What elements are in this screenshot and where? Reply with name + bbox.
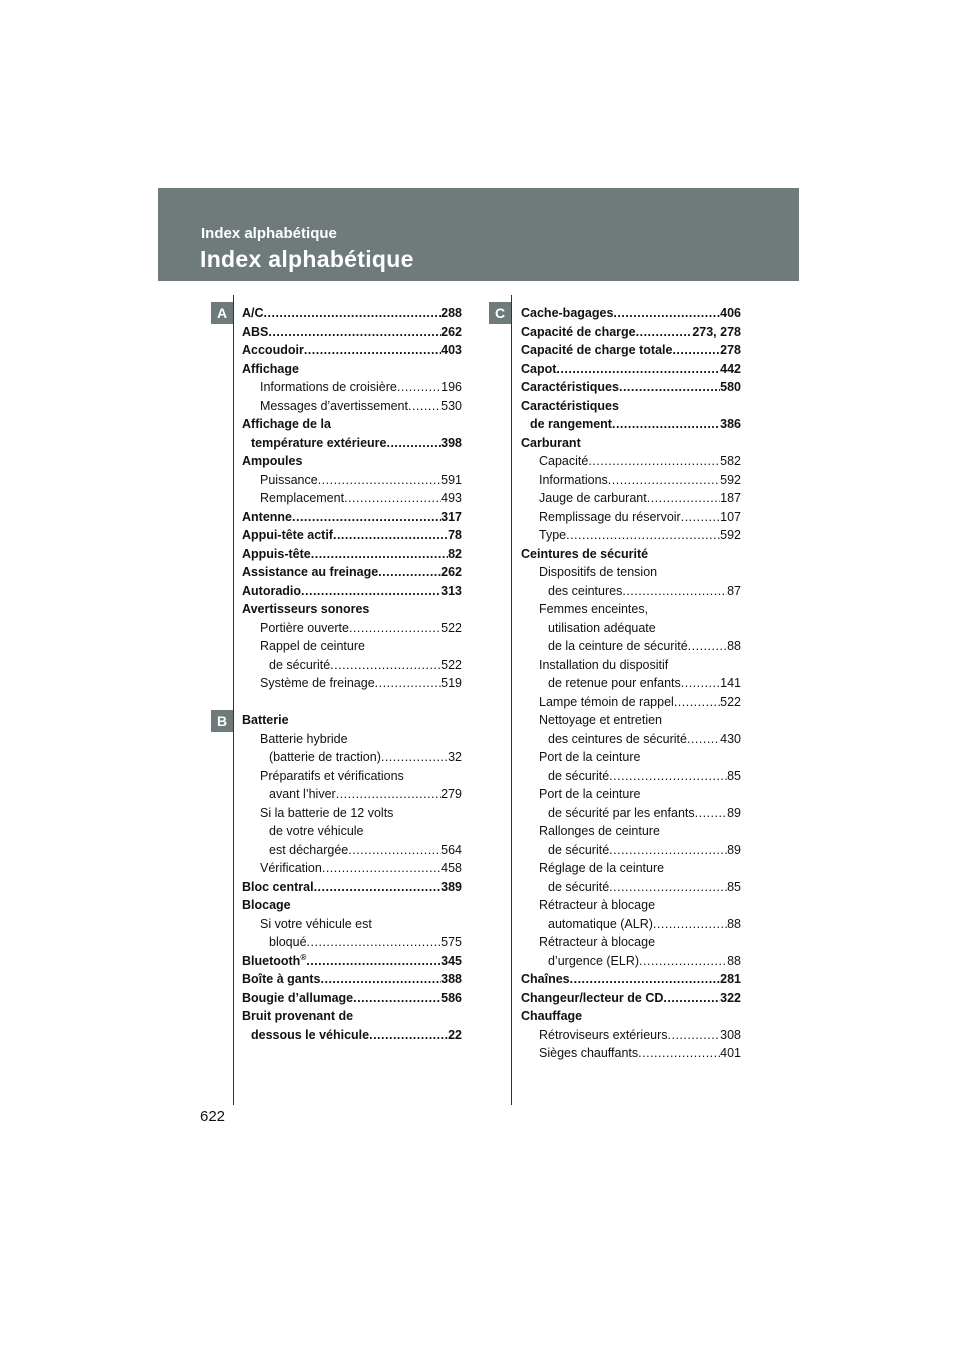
index-entry-term: automatique (ALR) — [548, 916, 653, 931]
index-entry-term: de sécurité — [269, 657, 331, 672]
index-entry — [242, 804, 462, 823]
index-entry — [242, 1026, 462, 1045]
dot-leader — [369, 1026, 448, 1045]
index-entry-term: des ceintures de sécurité — [548, 731, 687, 746]
index-entry — [521, 748, 741, 767]
index-entry-term: Nettoyage et entretien — [539, 713, 662, 727]
index-entry-page: 398 — [441, 435, 462, 450]
index-entry-page: 89 — [727, 842, 741, 857]
index-entry-term: Femmes enceintes, — [539, 602, 649, 616]
index-entry — [242, 878, 462, 897]
index-entry-page: 401 — [720, 1046, 741, 1060]
dot-leader — [653, 915, 727, 934]
index-entry — [242, 526, 462, 545]
index-entry-page: 592 — [720, 472, 741, 487]
index-entry-term: Bloc central — [242, 879, 314, 894]
header-title: Index alphabétique — [200, 246, 414, 272]
index-entry — [521, 378, 741, 397]
index-entry-page: 281 — [720, 972, 741, 986]
column-divider-left — [233, 295, 234, 1105]
index-entry-page: 564 — [441, 842, 462, 857]
index-entry-term: Puissance — [260, 472, 318, 487]
index-entry-term: Avertisseurs sonores — [242, 602, 370, 616]
dot-leader — [378, 563, 441, 582]
index-entry-page: 85 — [727, 768, 741, 783]
index-entry-term: Chauffage — [521, 1009, 583, 1023]
index-entry — [521, 1026, 741, 1045]
index-column-right — [521, 304, 741, 1063]
dot-leader — [318, 471, 441, 490]
dot-leader — [292, 508, 441, 527]
dot-leader — [301, 582, 441, 601]
index-entry-term: Rétracteur à blocage — [539, 935, 656, 949]
index-entry-page: 522 — [441, 657, 462, 672]
index-entry — [242, 378, 462, 397]
index-entry-term: de sécurité — [548, 842, 610, 857]
index-entry-term: Autoradio — [242, 583, 302, 598]
index-entry-page: 288 — [441, 306, 462, 320]
page-header — [158, 188, 799, 281]
column-divider-right — [511, 295, 512, 1105]
index-entry-term: Informations — [539, 472, 608, 487]
index-entry-page: 530 — [441, 398, 462, 413]
index-entry — [521, 582, 741, 601]
index-entry — [521, 600, 741, 619]
index-entry — [521, 970, 741, 989]
index-entry-term: Blocage — [242, 898, 291, 912]
index-entry-page: 430 — [720, 731, 741, 746]
index-entry — [242, 859, 462, 878]
index-entry-term: Cache-bagages — [521, 306, 614, 320]
index-entry-page: 493 — [441, 491, 462, 505]
dot-leader — [566, 526, 720, 545]
index-entry — [242, 452, 462, 471]
index-entry-page: 586 — [441, 990, 462, 1005]
dot-leader — [609, 841, 727, 860]
dot-leader — [588, 452, 720, 471]
index-entry-term: Capacité de charge — [521, 324, 636, 339]
index-entry — [242, 656, 462, 675]
index-entry — [242, 508, 462, 527]
dot-leader — [349, 619, 441, 638]
index-entry-term: de retenue pour enfants — [548, 676, 681, 690]
index-entry — [521, 896, 741, 915]
index-entry-term: Portière ouverte — [260, 620, 349, 635]
index-entry-term: bloqué — [269, 935, 307, 949]
section-letter-b: B — [211, 710, 233, 732]
index-entry-term: Remplacement — [260, 491, 345, 505]
index-entry — [242, 693, 462, 712]
index-entry — [521, 656, 741, 675]
dot-leader — [306, 952, 441, 971]
index-entry — [521, 563, 741, 582]
index-entry-term: Port de la ceinture — [539, 750, 641, 764]
index-entry-page: 78 — [448, 528, 462, 542]
index-entry-term: de la ceinture de sécurité — [548, 639, 688, 653]
index-entry — [521, 989, 741, 1008]
index-entry — [521, 822, 741, 841]
dot-leader — [348, 841, 441, 860]
dot-leader — [336, 785, 441, 804]
index-entry — [242, 563, 462, 582]
index-entry-term: de sécurité — [548, 879, 610, 894]
dot-leader — [636, 323, 693, 342]
dot-leader — [638, 1044, 720, 1063]
index-entry-term: Rétroviseurs extérieurs — [539, 1027, 668, 1042]
index-entry-page: 196 — [441, 380, 462, 394]
index-entry — [242, 748, 462, 767]
index-entry — [521, 360, 741, 379]
index-entry-term: des ceintures — [548, 583, 623, 598]
dot-leader — [681, 674, 720, 693]
dot-leader — [322, 859, 441, 878]
index-entry-term: de sécurité — [548, 768, 610, 783]
index-entry-page: 389 — [441, 879, 462, 894]
index-entry-term: Rallonges de ceinture — [539, 824, 660, 838]
index-entry-term: Carburant — [521, 435, 581, 450]
index-entry-term: Changeur/lecteur de CD — [521, 990, 664, 1005]
index-entry-term: Caractéristiques — [521, 398, 619, 413]
index-entry — [242, 785, 462, 804]
dot-leader — [344, 489, 441, 508]
index-entry — [242, 471, 462, 490]
dot-leader — [609, 767, 727, 786]
index-entry-term: Si votre véhicule est — [260, 916, 372, 931]
index-entry-term: Caractéristiques — [521, 380, 619, 394]
index-entry — [521, 508, 741, 527]
dot-leader — [609, 878, 727, 897]
index-entry-page: 279 — [441, 787, 462, 801]
index-entry — [242, 489, 462, 508]
index-entry-page: 522 — [441, 620, 462, 635]
index-entry-page: 582 — [720, 454, 741, 468]
dot-leader — [314, 878, 442, 897]
dot-leader — [668, 1026, 721, 1045]
index-entry — [242, 896, 462, 915]
index-entry-term: d’urgence (ELR) — [548, 953, 640, 968]
index-entry — [521, 785, 741, 804]
index-entry-term: Batterie hybride — [260, 731, 348, 746]
dot-leader — [268, 323, 441, 342]
index-entry — [242, 989, 462, 1008]
index-entry-page: 403 — [441, 343, 462, 357]
index-entry — [521, 878, 741, 897]
index-entry-page: 88 — [727, 953, 741, 968]
index-entry-page: 82 — [448, 546, 462, 561]
index-entry — [521, 545, 741, 564]
index-entry — [242, 323, 462, 342]
index-entry-term: Bruit provenant de — [242, 1009, 354, 1023]
section-letter-a: A — [211, 302, 233, 324]
header-subtitle: Index alphabétique — [201, 225, 337, 242]
index-entry — [242, 545, 462, 564]
index-entry-page: 592 — [720, 528, 741, 542]
dot-leader — [397, 378, 441, 397]
dot-leader — [672, 341, 720, 360]
index-entry-page: 85 — [727, 879, 741, 894]
dot-leader — [688, 637, 727, 656]
dot-leader — [333, 526, 448, 545]
index-entry-page: 458 — [441, 861, 462, 875]
dot-leader — [321, 970, 442, 989]
index-entry-term: Dispositifs de tension — [539, 565, 658, 579]
index-entry-page: 580 — [720, 380, 741, 394]
index-entry — [521, 434, 741, 453]
index-entry — [521, 1044, 741, 1063]
index-entry — [521, 693, 741, 712]
dot-leader — [556, 360, 720, 379]
index-entry-term: Bougie d’allumage — [242, 990, 354, 1005]
dot-leader — [330, 656, 441, 675]
index-entry-term: Système de freinage — [260, 676, 375, 690]
index-entry — [521, 804, 741, 823]
index-entry — [521, 526, 741, 545]
index-entry-term: Informations de croisière — [260, 380, 397, 394]
index-entry-page: 313 — [441, 583, 462, 598]
index-entry-page: 187 — [720, 491, 741, 505]
index-entry-page: 262 — [441, 324, 462, 339]
index-entry-term: Assistance au freinage — [242, 565, 379, 579]
dot-leader — [695, 804, 727, 823]
index-entry-term: Rappel de ceinture — [260, 639, 365, 653]
index-entry — [242, 304, 462, 323]
index-entry — [242, 360, 462, 379]
dot-leader — [663, 989, 720, 1008]
index-entry-page: 345 — [441, 953, 462, 968]
index-entry-page: 406 — [720, 306, 741, 320]
dot-leader — [622, 582, 727, 601]
index-entry — [242, 730, 462, 749]
index-entry-term: Antenne — [242, 509, 292, 524]
index-entry-page: 522 — [720, 694, 741, 709]
index-entry — [521, 730, 741, 749]
index-entry-term: Rétracteur à blocage — [539, 898, 656, 912]
index-entry — [242, 582, 462, 601]
index-entry — [242, 841, 462, 860]
index-entry-term: de votre véhicule — [269, 824, 364, 838]
index-entry-term: Installation du dispositif — [539, 657, 669, 672]
index-entry-page: 591 — [441, 472, 462, 487]
index-entry — [242, 933, 462, 952]
dot-leader — [687, 730, 720, 749]
index-entry — [521, 304, 741, 323]
index-entry-page: 388 — [441, 972, 462, 986]
index-entry-term: dessous le véhicule — [251, 1027, 370, 1042]
index-entry — [521, 952, 741, 971]
index-entry — [242, 1007, 462, 1026]
dot-leader — [386, 434, 441, 453]
index-entry-page: 308 — [720, 1027, 741, 1042]
index-entry-page: 575 — [441, 935, 462, 949]
index-entry — [521, 841, 741, 860]
index-entry — [521, 767, 741, 786]
index-entry-page: 22 — [448, 1027, 462, 1042]
index-entry — [521, 915, 741, 934]
index-entry — [242, 619, 462, 638]
index-entry-term: Batterie — [242, 713, 289, 727]
index-entry-page: 386 — [720, 417, 741, 431]
index-entry-term: Capacité — [539, 454, 589, 468]
section-letter-c: C — [489, 302, 511, 324]
index-entry-page: 322 — [720, 990, 741, 1005]
index-entry — [521, 619, 741, 638]
index-entry-term: Préparatifs et vérifications — [260, 768, 404, 783]
index-entry-term: avant l’hiver — [269, 787, 336, 801]
index-entry — [242, 822, 462, 841]
index-entry-term: Affichage de la — [242, 417, 331, 431]
index-entry-term: Capot — [521, 361, 557, 376]
index-entry-page: 107 — [720, 509, 741, 524]
index-entry-page: 519 — [441, 676, 462, 690]
index-entry-term: température extérieure — [251, 435, 387, 450]
index-entry — [242, 637, 462, 656]
index-entry — [242, 674, 462, 693]
index-entry-page: 278 — [720, 343, 741, 357]
dot-leader — [681, 508, 720, 527]
index-entry — [521, 711, 741, 730]
index-entry-term: Appui-tête actif — [242, 528, 333, 542]
index-entry — [521, 859, 741, 878]
dot-leader — [619, 378, 720, 397]
index-entry-term: Appuis-tête — [242, 546, 311, 561]
index-entry-term: de rangement — [530, 417, 612, 431]
index-entry-term: Jauge de carburant — [539, 491, 647, 505]
index-entry — [242, 341, 462, 360]
dot-leader — [311, 545, 448, 564]
index-entry — [521, 452, 741, 471]
index-entry-term: Remplissage du réservoir — [539, 509, 681, 524]
dot-leader — [375, 674, 441, 693]
dot-leader — [639, 952, 727, 971]
index-entry — [521, 1007, 741, 1026]
dot-leader — [608, 471, 720, 490]
index-entry-term: Sièges chauffants — [539, 1046, 639, 1060]
dot-leader — [408, 397, 441, 416]
index-entry-term: Si la batterie de 12 volts — [260, 805, 394, 820]
index-entry — [521, 489, 741, 508]
index-entry-page: 262 — [441, 565, 462, 579]
index-entry — [242, 415, 462, 434]
index-entry-term: Port de la ceinture — [539, 787, 641, 801]
index-entry-term: Accoudoir — [242, 343, 304, 357]
index-entry — [242, 767, 462, 786]
dot-leader — [613, 304, 720, 323]
index-entry — [521, 341, 741, 360]
index-entry-term: Bluetooth® — [242, 952, 307, 968]
index-entry — [521, 471, 741, 490]
index-entry-term: Affichage — [242, 361, 299, 376]
index-entry-page: 442 — [720, 361, 741, 376]
index-entry-term: Chaînes — [521, 972, 570, 986]
index-entry-term: Réglage de la ceinture — [539, 861, 665, 875]
dot-leader — [570, 970, 721, 989]
index-entry-page: 87 — [727, 583, 741, 598]
index-entry-page: 88 — [727, 639, 741, 653]
dot-leader — [353, 989, 441, 1008]
index-entry — [521, 637, 741, 656]
index-entry — [521, 674, 741, 693]
index-entry-term: Ceintures de sécurité — [521, 546, 649, 561]
index-entry-term: est déchargée — [269, 842, 349, 857]
index-entry — [242, 600, 462, 619]
index-entry-term: (batterie de traction) — [269, 750, 381, 764]
index-entry-page: 317 — [441, 509, 462, 524]
index-entry-page: 88 — [727, 916, 741, 931]
index-entry — [521, 415, 741, 434]
dot-leader — [647, 489, 720, 508]
dot-leader — [612, 415, 720, 434]
index-entry-term: de sécurité par les enfants — [548, 805, 695, 820]
index-entry — [521, 397, 741, 416]
index-entry — [242, 915, 462, 934]
index-entry-term: Ampoules — [242, 454, 303, 468]
index-entry-term: Vérification — [260, 861, 322, 875]
index-entry-page: 32 — [448, 750, 462, 764]
index-entry-term: Capacité de charge totale — [521, 343, 673, 357]
page-number: 622 — [200, 1108, 226, 1125]
index-entry-page: 273, 278 — [692, 324, 741, 339]
index-entry-term: Messages d’avertissement — [260, 398, 408, 413]
index-entry-page: 89 — [727, 805, 741, 820]
dot-leader — [381, 748, 448, 767]
index-entry-term: Boîte à gants — [242, 972, 321, 986]
index-entry — [242, 952, 462, 971]
dot-leader — [304, 341, 441, 360]
index-entry-term: Type — [539, 528, 567, 542]
index-entry-term: utilisation adéquate — [548, 620, 656, 635]
index-entry — [242, 970, 462, 989]
index-entry-term: ABS — [242, 324, 269, 339]
index-entry — [242, 397, 462, 416]
dot-leader — [674, 693, 720, 712]
index-entry — [242, 711, 462, 730]
dot-leader — [264, 304, 442, 323]
index-entry — [521, 323, 741, 342]
dot-leader — [307, 933, 442, 952]
index-entry — [242, 434, 462, 453]
index-entry-page: 141 — [720, 676, 741, 690]
index-entry — [521, 933, 741, 952]
index-column-left — [242, 304, 462, 1044]
index-entry-term: A/C — [242, 306, 264, 320]
index-entry-term: Lampe témoin de rappel — [539, 694, 674, 709]
